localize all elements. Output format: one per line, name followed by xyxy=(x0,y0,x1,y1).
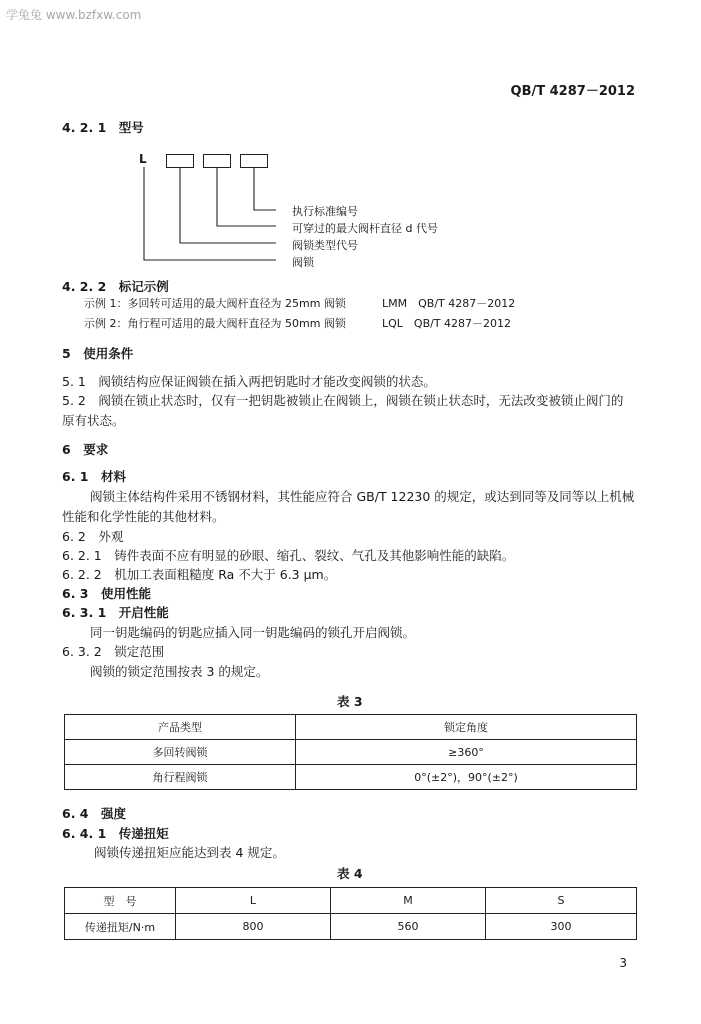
section-6-4-1-text: 阀锁传递扭矩应能达到表 4 规定。 xyxy=(94,845,285,860)
table-cell: 560 xyxy=(331,914,486,940)
table-cell: ≥360° xyxy=(296,740,637,765)
example-2-text: 示例 2：角行程可适用的最大阀杆直径为 50mm 阀锁 xyxy=(84,317,346,330)
section-6-3-heading: 6. 3 使用性能 xyxy=(62,586,151,601)
section-6-3-1-text: 同一钥匙编码的钥匙应插入同一钥匙编码的锁孔开启阀锁。 xyxy=(90,625,416,640)
label-max-diameter: 可穿过的最大阀杆直径 d 代号 xyxy=(292,222,438,235)
standard-number: QB/T 4287－2012 xyxy=(510,84,635,99)
section-5-2-line1: 5. 2 阀锁在锁止状态时，仅有一把钥匙被锁止在阀锁上，阀锁在锁止状态时，无法改变被锁止阀门的 xyxy=(62,393,624,408)
table-row xyxy=(65,914,637,940)
code-letter: L xyxy=(139,152,147,166)
section-5-1: 5. 1 阀锁结构应保证阀锁在插入两把钥匙时才能改变阀锁的状态。 xyxy=(62,374,436,389)
example-2-code: LQL QB/T 4287－2012 xyxy=(382,317,512,330)
section-4-2-1-heading: 4. 2. 1 型号 xyxy=(62,120,144,135)
section-6-4-heading: 6. 4 强度 xyxy=(62,806,126,821)
section-6-3-1-heading: 6. 3. 1 开启性能 xyxy=(62,605,169,620)
example-1-code: LMM QB/T 4287－2012 xyxy=(382,297,516,310)
section-5-2-line2: 原有状态。 xyxy=(62,413,125,428)
table-header-cell: M xyxy=(331,888,486,914)
section-6-2-1: 6. 2. 1 铸件表面不应有明显的砂眼、缩孔、裂纹、气孔及其他影响性能的缺陷。 xyxy=(62,548,515,563)
table-header-cell: 产品类型 xyxy=(65,715,296,740)
table-cell: 300 xyxy=(486,914,637,940)
section-5-heading: 5 使用条件 xyxy=(62,346,134,361)
table-cell: 0°(±2°)，90°(±2°) xyxy=(296,765,637,790)
page-number: 3 xyxy=(619,956,627,970)
table-header-cell: 型 号 xyxy=(65,888,176,914)
section-6-1-heading: 6. 1 材料 xyxy=(62,469,126,484)
section-6-3-2-text: 阀锁的锁定范围按表 3 的规定。 xyxy=(90,664,269,679)
section-6-heading: 6 要求 xyxy=(62,442,109,457)
watermark: 学兔兔 www.bzfxw.com xyxy=(6,8,142,22)
label-standard-number: 执行标准编号 xyxy=(292,205,358,218)
table-3 xyxy=(64,714,637,790)
table-header-cell: S xyxy=(486,888,637,914)
section-6-2-heading: 6. 2 外观 xyxy=(62,529,124,544)
table-row xyxy=(65,740,637,765)
table-cell: 800 xyxy=(176,914,331,940)
table-4 xyxy=(64,887,637,940)
table-header-cell: 锁定角度 xyxy=(296,715,637,740)
section-6-4-1-heading: 6. 4. 1 传递扭矩 xyxy=(62,826,169,841)
section-6-3-2-heading: 6. 3. 2 锁定范围 xyxy=(62,644,165,659)
label-valve-lock: 阀锁 xyxy=(292,256,314,269)
table-cell: 传递扭矩/N·m xyxy=(65,914,176,940)
table-header-row xyxy=(65,715,637,740)
example-1-text: 示例 1：多回转可适用的最大阀杆直径为 25mm 阀锁 xyxy=(84,297,346,310)
table-4-title: 表 4 xyxy=(337,866,363,881)
table-cell: 角行程阀锁 xyxy=(65,765,296,790)
table-row xyxy=(65,765,637,790)
section-6-1-line1: 阀锁主体结构件采用不锈钢材料，其性能应符合 GB/T 12230 的规定，或达到同等及同等以上机械 xyxy=(90,489,635,504)
section-6-2-2: 6. 2. 2 机加工表面粗糙度 Ra 不大于 6.3 μm。 xyxy=(62,567,337,582)
label-lock-type: 阀锁类型代号 xyxy=(292,239,358,252)
table-header-cell: L xyxy=(176,888,331,914)
table-3-title: 表 3 xyxy=(337,694,363,709)
table-header-row xyxy=(65,888,637,914)
section-4-2-2-heading: 4. 2. 2 标记示例 xyxy=(62,279,169,294)
table-cell: 多回转阀锁 xyxy=(65,740,296,765)
section-6-1-line2: 性能和化学性能的其他材料。 xyxy=(62,509,225,524)
